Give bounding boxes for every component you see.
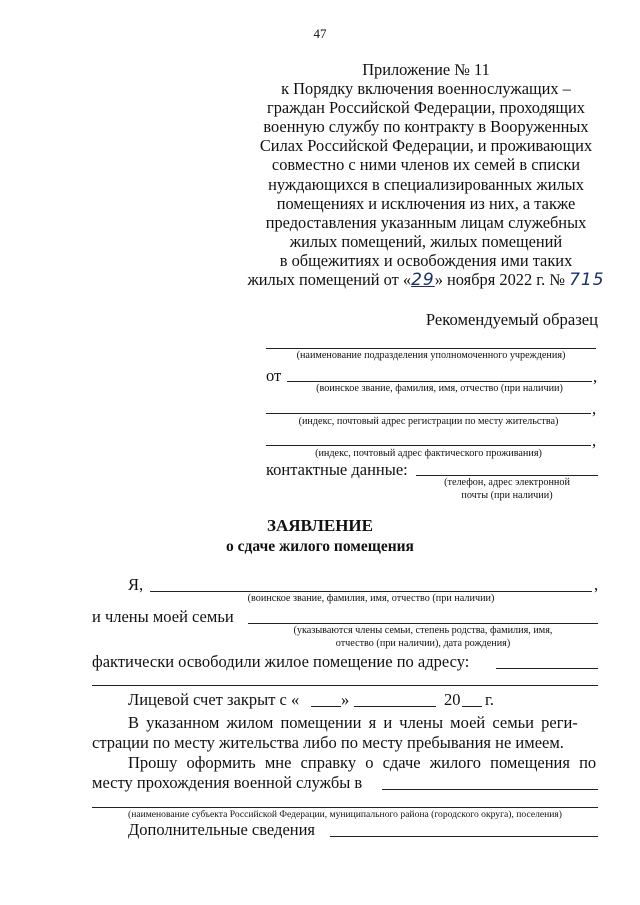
account-month-field[interactable] bbox=[354, 706, 436, 707]
paragraph-line: Прошу оформить мне справку о сдаче жилого помещения по bbox=[128, 753, 597, 772]
appendix-line: в общежитиях и освобождения ими таких bbox=[279, 250, 573, 270]
page-number: 47 bbox=[313, 26, 327, 41]
applicant-name-caption: (воинское звание, фамилия, имя, отчество (при наличии) bbox=[247, 593, 495, 604]
comma: , bbox=[594, 575, 599, 594]
account-year-prefix: 20 bbox=[444, 690, 461, 709]
account-quote: » bbox=[341, 690, 350, 709]
account-year-field[interactable] bbox=[462, 706, 482, 707]
additional-info-field[interactable] bbox=[330, 836, 598, 837]
statement-subtitle: о сдаче жилого помещения bbox=[226, 538, 414, 555]
handwritten-order-number: 715 bbox=[569, 270, 605, 291]
sender-name-caption: (воинское звание, фамилия, имя, отчество (при наличии) bbox=[316, 383, 563, 394]
contacts-caption: (телефон, адрес электронной bbox=[444, 477, 570, 488]
region-caption: (наименование субъекта Российской Федерации, муниципального района (городского округа), поселения) bbox=[128, 809, 562, 820]
address-field-continued[interactable] bbox=[92, 685, 598, 686]
contacts-label: контактные данные: bbox=[266, 460, 408, 479]
i-label: Я, bbox=[128, 575, 144, 594]
handwritten-day: 29 bbox=[411, 270, 435, 291]
appendix-line: предоставления указанным лицам служебных bbox=[265, 212, 587, 232]
contacts-caption: почты (при наличии) bbox=[461, 490, 553, 501]
appendix-line: жилых помещений, жилых помещений bbox=[289, 231, 563, 251]
family-label: и члены моей семьи bbox=[92, 607, 234, 626]
appendix-line: военную службу по контракту в Вооруженных bbox=[263, 117, 589, 137]
region-field[interactable] bbox=[92, 807, 598, 808]
family-members-field[interactable] bbox=[248, 623, 598, 624]
comma: , bbox=[592, 431, 597, 450]
account-prefix: Лицевой счет закрыт с « bbox=[128, 690, 300, 709]
appendix-block bbox=[240, 60, 612, 290]
appendix-line: Силах Российской Федерации, и проживающих bbox=[259, 136, 593, 156]
appendix-line: к Порядку включения военнослужащих – bbox=[281, 79, 571, 99]
paragraph-line: страции по месту жительства либо по месту пребывания не имеем. bbox=[92, 733, 564, 752]
appendix-date-middle: » ноября 2022 г. № bbox=[434, 270, 565, 290]
statement-title: ЗАЯВЛЕНИЕ bbox=[266, 516, 373, 535]
actual-address-caption: (индекс, почтовый адрес фактического проживания) bbox=[315, 448, 542, 459]
unit-name-field[interactable] bbox=[266, 348, 596, 349]
appendix-line: нуждающихся в специализированных жилых bbox=[268, 174, 584, 194]
registration-address-caption: (индекс, почтовый адрес регистрации по месту жительства) bbox=[298, 416, 559, 427]
paragraph-line: В указанном жилом помещении я и члены моей семьи реги- bbox=[128, 713, 578, 732]
account-year-suffix: г. bbox=[485, 690, 495, 709]
additional-label: Дополнительные сведения bbox=[128, 820, 316, 839]
vacated-label: фактически освободили жилое помещение по адресу: bbox=[92, 652, 470, 671]
registration-address-field[interactable] bbox=[266, 413, 591, 414]
family-members-caption: (указываются члены семьи, степень родства, фамилия, имя, bbox=[293, 625, 553, 636]
appendix-line: граждан Российской Федерации, проходящих bbox=[267, 98, 585, 118]
unit-name-caption: (наименование подразделения уполномоченного учреждения) bbox=[296, 350, 566, 361]
service-place-field[interactable] bbox=[382, 789, 598, 790]
appendix-date-prefix: жилых помещений от « bbox=[247, 270, 412, 290]
sample-label: Рекомендуемый образец bbox=[425, 310, 598, 329]
appendix-last-line bbox=[240, 270, 612, 290]
appendix-line: помещениях и исключения из них, а также bbox=[276, 193, 576, 213]
address-field[interactable] bbox=[496, 668, 598, 669]
appendix-line: совместно с ними членов их семей в списки bbox=[271, 155, 581, 175]
from-label: от bbox=[266, 366, 282, 385]
paragraph-line: месту прохождения военной службы в bbox=[92, 773, 363, 792]
applicant-name-field[interactable] bbox=[150, 591, 592, 592]
contacts-field[interactable] bbox=[416, 475, 598, 476]
sender-name-field[interactable] bbox=[287, 381, 592, 382]
comma: , bbox=[593, 367, 598, 386]
account-day-field[interactable] bbox=[311, 706, 341, 707]
family-members-caption: отчество (при наличии), дата рождения) bbox=[335, 638, 511, 649]
comma: , bbox=[592, 399, 597, 418]
appendix-title: Приложение № 11 bbox=[362, 60, 490, 79]
actual-address-field[interactable] bbox=[266, 445, 591, 446]
